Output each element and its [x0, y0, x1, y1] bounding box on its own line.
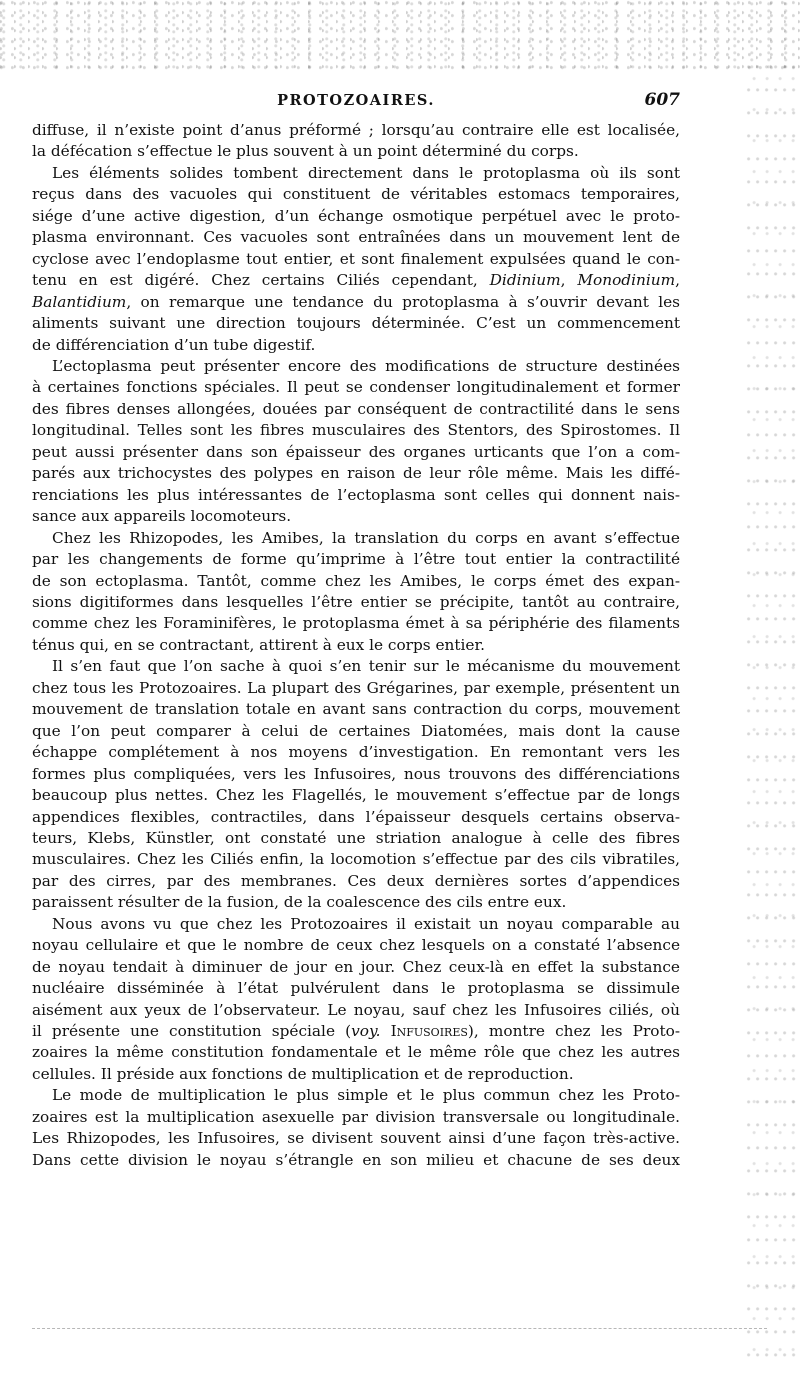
text-line: longitudinal. Telles sont les fibres musculaires des Stentors, des Spirostomes. Il [32, 421, 680, 440]
paragraph [32, 356, 680, 528]
text-line: Chez les Rhizopodes, les Amibes, la translation du corps en avant s’effectue [52, 528, 680, 547]
text-line: par des cirres, par des membranes. Ces deux dernières sortes d’appendices [32, 871, 680, 890]
text-line: paraissent résulter de la fusion, de la coalescence des cils entre eux. [32, 893, 567, 912]
text-line: zoaires la même constitution fondamentale et le même rôle que chez les autres [32, 1043, 680, 1062]
text-line: sance aux appareils locomoteurs. [32, 507, 292, 526]
text-line: mouvement de translation totale en avant sans contraction du corps, mouvement [32, 700, 680, 719]
text-line: reçus dans des vacuoles qui constituent de véritables estomacs temporaires, [32, 185, 680, 204]
paragraph [32, 163, 680, 356]
paragraph [32, 1085, 680, 1171]
text-line: aisément aux yeux de l’observateur. Le noyau, sauf chez les Infusoires ciliés, où [32, 1000, 680, 1019]
text-line: plasma environnant. Ces vacuoles sont entraînées dans un mouvement lent de [32, 228, 680, 247]
bottom-scan-rule [32, 1328, 767, 1329]
page-header [32, 92, 680, 114]
text-line: de différenciation d’un tube digestif. [32, 335, 316, 354]
text-line: appendices flexibles, contractiles, dans l’épaisseur desquels certains observa- [32, 807, 680, 826]
text-line: la défécation s’effectue le plus souvent à un point déterminé du corps. [32, 142, 579, 161]
text-line: renciations les plus intéressantes de l’ectoplasma sont celles qui donnent nais- [32, 485, 680, 504]
text-line: Le mode de multiplication le plus simple et le plus commun chez les Proto- [52, 1086, 680, 1105]
text-line-with-taxa: tenu en est digéré. Chez certains Ciliés cependant, Didinium, Monodinium, [32, 271, 680, 290]
text-line: cellules. Il préside aux fonctions de multiplication et de reproduction. [32, 1064, 574, 1083]
text-line: Nous avons vu que chez les Protozoaires il existait un noyau comparable au [52, 914, 680, 933]
text-line: Dans cette division le noyau s’étrangle en son milieu et chacune de ses deux [32, 1150, 680, 1169]
paragraph [32, 656, 680, 913]
text-line: que l’on peut comparer à celui de certaines Diatomées, mais dont la cause [32, 721, 680, 740]
text-line: diffuse, il n’existe point d’anus préformé ; lorsqu’au contraire elle est localisée, [32, 121, 680, 139]
text-line: comme chez les Foraminifères, le protoplasma émet à sa périphérie des filaments [32, 614, 680, 633]
text-line: aliments suivant une direction toujours déterminée. C’est un commencement [32, 314, 680, 333]
body-text [32, 120, 680, 1171]
text-line: Il s’en faut que l’on sache à quoi s’en tenir sur le mécanisme du mouvement [52, 657, 680, 676]
text-line: noyau cellulaire et que le nombre de ceux chez lesquels on a constaté l’absence [32, 936, 680, 955]
text-line: ténus qui, en se contractant, attirent à eux le corps entier. [32, 635, 485, 654]
paragraph [32, 120, 680, 163]
text-line: cyclose avec l’endoplasme tout entier, et sont finalement expulsées quand le con- [32, 249, 680, 268]
scan-noise-top [0, 0, 800, 70]
text-line: Les éléments solides tombent directement dans le protoplasma où ils sont [52, 163, 680, 182]
page-number: 607 [644, 90, 680, 110]
text-line: chez tous les Protozoaires. La plupart des Grégarines, par exemple, présentent un [32, 678, 680, 697]
text-line: zoaires est la multiplication asexuelle par division transversale ou longitudinale. [32, 1107, 680, 1126]
paragraph [32, 528, 680, 657]
text-line: teurs, Klebs, Künstler, ont constaté une striation analogue à celle des fibres [32, 828, 680, 847]
text-line: sions digitiformes dans lesquelles l’être entier se précipite, tantôt au contraire, [32, 592, 680, 611]
text-line: formes plus compliquées, vers les Infusoires, nous trouvons des différenciations [32, 764, 680, 783]
text-line: siége d’une active digestion, d’un échange osmotique perpétuel avec le proto- [32, 206, 680, 225]
text-line: des fibres denses allongées, douées par conséquent de contractilité dans le sens [32, 399, 680, 418]
text-line: échappe complétement à nos moyens d’investigation. En remontant vers les [32, 743, 680, 762]
paragraph [32, 914, 680, 1086]
text-line: nucléaire disséminée à l’état pulvérulent dans le protoplasma se dissimule [32, 979, 680, 998]
text-line: de son ectoplasma. Tantôt, comme chez les Amibes, le corps émet des expan- [32, 571, 680, 590]
running-title: PROTOZOAIRES. [277, 92, 435, 109]
text-line: de noyau tendait à diminuer de jour en jour. Chez ceux-là en effet la substance [32, 957, 680, 976]
text-line: parés aux trichocystes des polypes en raison de leur rôle même. Mais les diffé- [32, 464, 680, 483]
text-line: L’ectoplasma peut présenter encore des modifications de structure destinées [52, 356, 680, 375]
text-line: beaucoup plus nettes. Chez les Flagellés, le mouvement s’effectue par de longs [32, 786, 680, 805]
text-line: peut aussi présenter dans son épaisseur des organes urticants que l’on a com- [32, 442, 680, 461]
text-line: par les changements de forme qu’imprime à l’être tout entier la contractilité [32, 550, 680, 569]
text-line-with-taxa: Balantidium, on remarque une tendance du protoplasma à s’ouvrir devant les [32, 292, 680, 311]
text-line-with-reference: il présente une constitution spéciale (voy. Infusoires), montre chez les Proto- [32, 1022, 680, 1041]
text-line: à certaines fonctions spéciales. Il peut se condenser longitudinalement et former [32, 378, 680, 397]
text-line: Les Rhizopodes, les Infusoires, se divisent souvent ainsi d’une façon très-active. [32, 1129, 680, 1148]
text-line: musculaires. Chez les Ciliés enfin, la locomotion s’effectue par des cils vibratiles, [32, 850, 680, 869]
scan-noise-right-edge [745, 60, 800, 1360]
